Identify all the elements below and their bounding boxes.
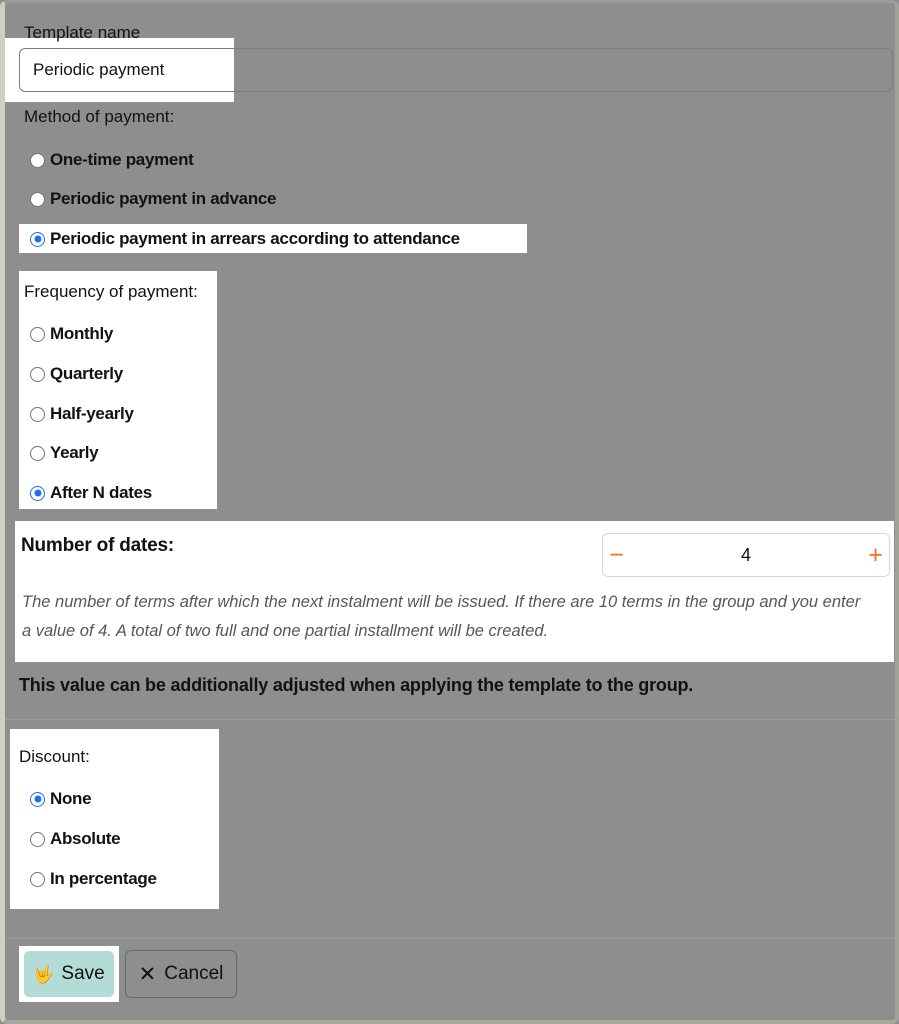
radio-icon (30, 407, 45, 422)
radio-icon (30, 327, 45, 342)
number-of-dates-label: Number of dates: (21, 535, 175, 556)
radio-periodic-payment-in-arrears[interactable] (30, 229, 460, 249)
radio-one-time-payment[interactable] (30, 150, 194, 170)
number-of-dates-value[interactable] (630, 545, 862, 566)
radio-label: Periodic payment in arrears according to attendance (50, 229, 460, 248)
radio-icon (30, 153, 45, 168)
radio-icon (30, 192, 45, 207)
save-button-label: Save (61, 963, 105, 984)
hand-sign-icon: 🤟 (33, 964, 55, 984)
frequency-group-highlight (19, 271, 217, 509)
radio-icon (30, 446, 45, 461)
radio-half-yearly[interactable] (30, 404, 134, 424)
radio-monthly[interactable] (30, 324, 113, 344)
radio-label: Periodic payment in advance (50, 189, 277, 208)
increment-button[interactable]: + (862, 543, 889, 568)
number-of-dates-help-text: The number of terms after which the next instalment will be issued. If there are 10 terms in the group and you enter a value of 4. A total of two full and one partial installment will be created. (22, 593, 861, 640)
radio-periodic-payment-in-advance[interactable] (30, 189, 276, 209)
save-button[interactable] (24, 951, 114, 997)
radio-label: One-time payment (50, 150, 194, 169)
cancel-button[interactable] (125, 950, 237, 998)
template-name-input[interactable] (19, 48, 893, 92)
template-name-label: Template name (24, 23, 141, 42)
radio-label: None (50, 789, 92, 808)
discount-label: Discount: (19, 747, 90, 766)
method-of-payment-label: Method of payment: (24, 107, 175, 126)
radio-label: Monthly (50, 324, 114, 343)
radio-after-n-dates[interactable] (30, 483, 152, 503)
number-of-dates-stepper[interactable] (602, 533, 890, 577)
frequency-of-payment-label: Frequency of payment: (24, 282, 198, 301)
radio-icon-selected (30, 232, 45, 247)
radio-icon (30, 832, 45, 847)
dialog-body (5, 3, 895, 1020)
radio-label: Quarterly (50, 364, 123, 383)
radio-label: After N dates (50, 483, 152, 502)
radio-label: Absolute (50, 829, 121, 848)
footer-divider (5, 938, 899, 939)
radio-yearly[interactable] (30, 443, 98, 463)
adjust-note: This value can be additionally adjusted when applying the template to the group. (19, 675, 694, 695)
radio-icon (30, 367, 45, 382)
radio-label: In percentage (50, 869, 157, 888)
radio-quarterly[interactable] (30, 364, 123, 384)
close-icon: ✕ (138, 962, 157, 986)
radio-discount-absolute[interactable] (30, 829, 120, 849)
radio-icon (30, 872, 45, 887)
radio-icon-selected (30, 792, 45, 807)
radio-label: Yearly (50, 443, 99, 462)
cancel-button-label: Cancel (164, 963, 224, 984)
radio-discount-in-percentage[interactable] (30, 869, 157, 889)
radio-icon-selected (30, 486, 45, 501)
radio-label: Half-yearly (50, 404, 134, 423)
radio-discount-none[interactable] (30, 789, 91, 809)
section-divider (5, 719, 899, 720)
decrement-button[interactable]: − (603, 543, 630, 568)
